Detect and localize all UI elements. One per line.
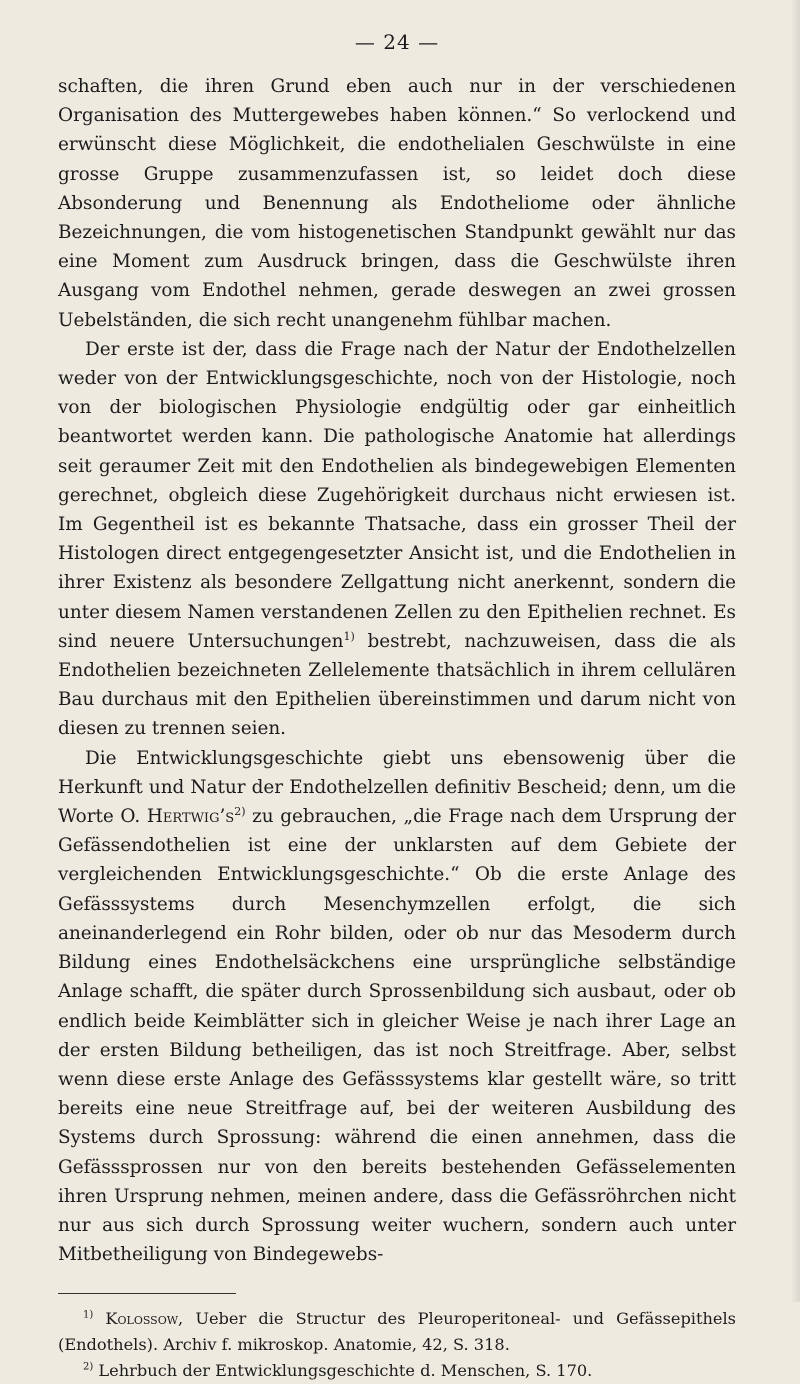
footnote-2 — [58, 1358, 736, 1384]
footnote-divider — [58, 1293, 236, 1294]
cited-author: Hertwig’s — [146, 806, 235, 828]
paragraph-2-text-a: Der erste ist der, dass die Frage nach der Natur der Endothelzellen weder von der Entwicklungsgeschichte, noch von der Histologie, noch von der biologischen Physiologie endgültig oder gar einheitlich beantwortet werden kann. Die pathologische Anatomie hat allerdings seit geraumer Zeit mit den Endothelien als bindegewebigen Elementen gerechnet, obgleich diese Zugehörigkeit durchaus nicht erwiesen ist. Im Gegentheil ist es bekannte Thatsache, dass ein grosser Theil der Histologen direct entgegengesetzter Ansicht ist, und die Endothelien in ihrer Existenz als besondere Zellgattung nicht anerkennt, sondern die unter diesem Namen verstandenen Zellen zu den Epithelien rechnet. Es sind neuere Untersuchungen — [58, 338, 736, 652]
paragraph-3 — [58, 744, 736, 1270]
footnote-ref-2: 2) — [234, 804, 246, 818]
footnotes — [58, 1306, 736, 1384]
paragraph-2-text-b: bestrebt, nachzuweisen, dass die als Endothelien bezeichneten Zellelemente thatsächlich in ihrem cellulären Bau durchaus mit den Epithelien übereinstimmen und darum nicht von diesen zu trennen seien. — [58, 630, 736, 740]
footnote-2-mark: 2) — [83, 1361, 94, 1373]
paragraph-3-text-b: zu gebrauchen, „die Frage nach dem Ursprung der Gefässendothelien ist eine der unklarsten auf dem Gebiete der vergleichenden Entwicklungsgeschichte.“ Ob die erste Anlage des Gefässsystems durch Mesenchymzellen erfolgt, die sich aneinanderlegend ein Rohr bilden, oder ob nur das Mesoderm durch Bildung eines Endothelsäckchens eine ursprüngliche selbständige Anlage schafft, die später durch Sprossenbildung sich ausbaut, oder ob endlich beide Keimblätter sich in gleicher Weise je nach ihrer Lage an der ersten Bildung betheiligen, das ist noch Streitfrage. Aber, selbst wenn diese erste Anlage des Gefässsystems klar gestellt wäre, so tritt bereits eine neue Streitfrage auf, bei der weiteren Ausbildung des Systems durch Sprossung: während die einen annehmen, dass die Gefässsprossen nur von den bereits bestehenden Gefässelementen ihren Ursprung nehmen, meinen andere, dass die Gefässröhrchen nicht nur aus sich durch Sprossung weiter wuchern, sondern auch unter Mitbetheiligung von Bindegewebs- — [58, 806, 736, 1266]
paragraph-3-text-a: Die Entwicklungsgeschichte giebt uns ebensowenig über die Herkunft und Natur der Endothelzellen definitiv Bescheid; denn, um die Worte O. — [58, 747, 736, 828]
paragraph-1: schaften, die ihren Grund eben auch nur in der verschiedenen Organisation des Muttergewebes haben können.“ So verlockend und erwünscht diese Möglichkeit, die endothelialen Geschwülste in eine grosse Gruppe zusammenzufassen ist, so leidet doch diese Absonderung und Benennung als Endotheliome oder ähnliche Bezeichnungen, die vom histogenetischen Standpunkt gewählt nur das eine Moment zum Ausdruck bringen, dass die Geschwülste ihren Ausgang vom Endothel nehmen, gerade deswegen an zwei grossen Uebelständen, die sich recht unangenehm fühlbar machen. — [58, 76, 736, 331]
page-edge-shadow — [790, 0, 800, 1302]
paragraph-2 — [58, 335, 736, 744]
footnote-2-text: Lehrbuch der Entwicklungsgeschichte d. Menschen, S. 170. — [93, 1361, 593, 1381]
footnote-1-mark: 1) — [83, 1309, 94, 1321]
document-page — [58, 30, 736, 1384]
footnote-ref-1: 1) — [343, 629, 355, 643]
footnote-1-text: , Ueber die Structur des Pleuroperitoneal- und Gefässepithels (Endothels). Archiv f. mikroskop. Anatomie, 42, S. 318. — [58, 1309, 736, 1355]
footnote-1 — [58, 1306, 736, 1358]
body-text — [58, 72, 736, 1269]
page-number: — 24 — — [354, 30, 440, 54]
footnote-1-author: Kolossow — [105, 1309, 179, 1329]
